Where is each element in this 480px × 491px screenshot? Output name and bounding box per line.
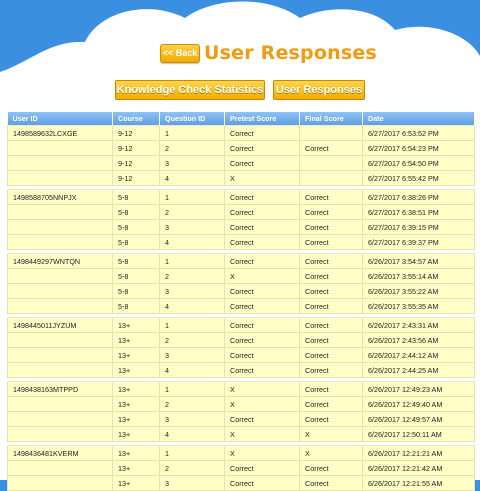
course-cell: 9-12 xyxy=(113,171,160,186)
course-cell: 5-8 xyxy=(113,299,160,314)
user-id-cell xyxy=(8,205,113,220)
course-cell: 9-12 xyxy=(113,126,160,141)
question-id-cell: 2 xyxy=(160,333,225,348)
user-id-cell xyxy=(8,363,113,378)
final-score-cell: Correct xyxy=(300,397,363,412)
question-id-cell: 4 xyxy=(160,427,225,442)
course-cell: 13+ xyxy=(113,348,160,363)
user-id-cell: 1498436481KVERM xyxy=(8,446,113,461)
pretest-score-cell: Correct xyxy=(225,284,300,299)
table-row xyxy=(8,461,475,476)
pretest-score-cell: Correct xyxy=(225,205,300,220)
date-cell: 6/27/2017 6:53:52 PM xyxy=(363,126,475,141)
user-id-cell xyxy=(8,397,113,412)
course-cell: 5-8 xyxy=(113,254,160,269)
course-cell: 5-8 xyxy=(113,235,160,250)
pretest-score-cell: Correct xyxy=(225,190,300,205)
question-id-cell: 3 xyxy=(160,412,225,427)
final-score-cell: Correct xyxy=(300,235,363,250)
pretest-score-cell: X xyxy=(225,269,300,284)
pretest-score-cell: X xyxy=(225,382,300,397)
course-cell: 13+ xyxy=(113,446,160,461)
table-header-row xyxy=(8,112,475,126)
table-row xyxy=(8,412,475,427)
question-id-cell: 4 xyxy=(160,235,225,250)
pretest-score-cell: Correct xyxy=(225,254,300,269)
final-score-cell: Correct xyxy=(300,461,363,476)
date-cell: 6/27/2017 6:38:26 PM xyxy=(363,190,475,205)
course-cell: 13+ xyxy=(113,397,160,412)
course-cell: 5-8 xyxy=(113,269,160,284)
table-body xyxy=(8,126,475,491)
pretest-score-cell: Correct xyxy=(225,333,300,348)
question-id-cell: 1 xyxy=(160,382,225,397)
date-cell: 6/26/2017 12:49:40 AM xyxy=(363,397,475,412)
date-cell: 6/26/2017 12:21:21 AM xyxy=(363,446,475,461)
date-cell: 6/26/2017 3:55:22 AM xyxy=(363,284,475,299)
question-id-cell: 1 xyxy=(160,446,225,461)
pretest-score-cell: X xyxy=(225,171,300,186)
column-header-final-score: Final Score xyxy=(300,112,363,126)
question-id-cell: 3 xyxy=(160,220,225,235)
user-id-cell xyxy=(8,412,113,427)
table-row xyxy=(8,446,475,461)
table-row xyxy=(8,397,475,412)
date-cell: 6/26/2017 12:50:11 AM xyxy=(363,427,475,442)
table-row xyxy=(8,363,475,378)
course-cell: 5-8 xyxy=(113,284,160,299)
final-score-cell: Correct xyxy=(300,269,363,284)
knowledge-check-statistics-button[interactable]: Knowledge Check Statistics xyxy=(115,80,265,100)
table-row xyxy=(8,299,475,314)
course-cell: 13+ xyxy=(113,363,160,378)
date-cell: 6/26/2017 12:49:23 AM xyxy=(363,382,475,397)
table-row xyxy=(8,333,475,348)
final-score-cell: Correct xyxy=(300,412,363,427)
column-header-course: Course xyxy=(113,112,160,126)
user-id-cell xyxy=(8,427,113,442)
pretest-score-cell: Correct xyxy=(225,348,300,363)
pretest-score-cell: X xyxy=(225,427,300,442)
pretest-score-cell: Correct xyxy=(225,476,300,491)
course-cell: 13+ xyxy=(113,412,160,427)
user-id-cell xyxy=(8,333,113,348)
date-cell: 6/26/2017 12:49:57 AM xyxy=(363,412,475,427)
pretest-score-cell: Correct xyxy=(225,235,300,250)
table-row xyxy=(8,156,475,171)
question-id-cell: 2 xyxy=(160,141,225,156)
pretest-score-cell: X xyxy=(225,446,300,461)
table-row xyxy=(8,476,475,491)
final-score-cell: X xyxy=(300,427,363,442)
date-cell: 6/26/2017 2:44:12 AM xyxy=(363,348,475,363)
table-row xyxy=(8,171,475,186)
table-row xyxy=(8,269,475,284)
user-id-cell xyxy=(8,476,113,491)
question-id-cell: 2 xyxy=(160,269,225,284)
final-score-cell: Correct xyxy=(300,382,363,397)
date-cell: 6/27/2017 6:39:15 PM xyxy=(363,220,475,235)
question-id-cell: 3 xyxy=(160,348,225,363)
final-score-cell: Correct xyxy=(300,299,363,314)
course-cell: 13+ xyxy=(113,318,160,333)
question-id-cell: 2 xyxy=(160,461,225,476)
user-id-cell xyxy=(8,171,113,186)
question-id-cell: 2 xyxy=(160,205,225,220)
pretest-score-cell: X xyxy=(225,397,300,412)
course-cell: 13+ xyxy=(113,427,160,442)
course-cell: 9-12 xyxy=(113,156,160,171)
table-row xyxy=(8,205,475,220)
date-cell: 6/26/2017 3:55:35 AM xyxy=(363,299,475,314)
date-cell: 6/26/2017 12:21:55 AM xyxy=(363,476,475,491)
table-row xyxy=(8,254,475,269)
column-header-user-id: User ID xyxy=(8,112,113,126)
user-id-cell: 1498589632LCXGE xyxy=(8,126,113,141)
table-row xyxy=(8,284,475,299)
table-row xyxy=(8,235,475,250)
responses-table xyxy=(7,112,475,491)
pretest-score-cell: Correct xyxy=(225,156,300,171)
final-score-cell: Correct xyxy=(300,141,363,156)
final-score-cell: Correct xyxy=(300,284,363,299)
question-id-cell: 4 xyxy=(160,363,225,378)
user-id-cell xyxy=(8,299,113,314)
course-cell: 13+ xyxy=(113,476,160,491)
course-cell: 13+ xyxy=(113,333,160,348)
final-score-cell: Correct xyxy=(300,220,363,235)
date-cell: 6/27/2017 6:38:51 PM xyxy=(363,205,475,220)
course-cell: 13+ xyxy=(113,382,160,397)
back-button[interactable]: << Back xyxy=(160,44,200,63)
course-cell: 13+ xyxy=(113,461,160,476)
responses-table-container[interactable] xyxy=(7,112,474,488)
course-cell: 5-8 xyxy=(113,190,160,205)
pretest-score-cell: Correct xyxy=(225,412,300,427)
page-header xyxy=(0,38,480,70)
user-responses-button[interactable]: User Responses xyxy=(273,80,365,100)
final-score-cell xyxy=(300,126,363,141)
date-cell: 6/26/2017 12:21:42 AM xyxy=(363,461,475,476)
user-id-cell xyxy=(8,156,113,171)
user-id-cell xyxy=(8,235,113,250)
date-cell: 6/27/2017 6:54:23 PM xyxy=(363,141,475,156)
question-id-cell: 4 xyxy=(160,171,225,186)
pretest-score-cell: Correct xyxy=(225,141,300,156)
user-id-cell xyxy=(8,220,113,235)
user-id-cell xyxy=(8,348,113,363)
question-id-cell: 4 xyxy=(160,299,225,314)
table-row xyxy=(8,126,475,141)
user-id-cell xyxy=(8,461,113,476)
date-cell: 6/27/2017 6:55:42 PM xyxy=(363,171,475,186)
date-cell: 6/27/2017 6:54:50 PM xyxy=(363,156,475,171)
column-header-pretest-score: Pretest Score xyxy=(225,112,300,126)
course-cell: 5-8 xyxy=(113,205,160,220)
date-cell: 6/26/2017 2:43:56 AM xyxy=(363,333,475,348)
course-cell: 5-8 xyxy=(113,220,160,235)
table-row xyxy=(8,220,475,235)
date-cell: 6/26/2017 3:54:57 AM xyxy=(363,254,475,269)
user-id-cell xyxy=(8,141,113,156)
question-id-cell: 1 xyxy=(160,254,225,269)
pretest-score-cell: Correct xyxy=(225,126,300,141)
table-row xyxy=(8,190,475,205)
page-title: User Responses xyxy=(204,42,377,64)
question-id-cell: 1 xyxy=(160,318,225,333)
date-cell: 6/26/2017 2:43:31 AM xyxy=(363,318,475,333)
date-cell: 6/26/2017 2:44:25 AM xyxy=(363,363,475,378)
final-score-cell: Correct xyxy=(300,318,363,333)
user-id-cell xyxy=(8,269,113,284)
user-id-cell xyxy=(8,284,113,299)
pretest-score-cell: Correct xyxy=(225,363,300,378)
final-score-cell: Correct xyxy=(300,254,363,269)
question-id-cell: 3 xyxy=(160,156,225,171)
user-id-cell: 1498449297WNTQN xyxy=(8,254,113,269)
question-id-cell: 1 xyxy=(160,126,225,141)
final-score-cell: Correct xyxy=(300,190,363,205)
final-score-cell: Correct xyxy=(300,333,363,348)
pretest-score-cell: Correct xyxy=(225,318,300,333)
final-score-cell: Correct xyxy=(300,348,363,363)
question-id-cell: 3 xyxy=(160,284,225,299)
column-header-question-id: Question ID xyxy=(160,112,225,126)
pretest-score-cell: Correct xyxy=(225,461,300,476)
pretest-score-cell: Correct xyxy=(225,299,300,314)
table-row xyxy=(8,427,475,442)
question-id-cell: 2 xyxy=(160,397,225,412)
course-cell: 9-12 xyxy=(113,141,160,156)
date-cell: 6/27/2017 6:39:37 PM xyxy=(363,235,475,250)
final-score-cell: Correct xyxy=(300,363,363,378)
table-row xyxy=(8,348,475,363)
final-score-cell xyxy=(300,156,363,171)
table-row xyxy=(8,318,475,333)
final-score-cell xyxy=(300,171,363,186)
pretest-score-cell: Correct xyxy=(225,220,300,235)
date-cell: 6/26/2017 3:55:14 AM xyxy=(363,269,475,284)
user-id-cell: 1498588705NNPJX xyxy=(8,190,113,205)
question-id-cell: 3 xyxy=(160,476,225,491)
column-header-date: Date xyxy=(363,112,475,126)
user-id-cell: 1498445011JYZUM xyxy=(8,318,113,333)
final-score-cell: X xyxy=(300,446,363,461)
final-score-cell: Correct xyxy=(300,205,363,220)
question-id-cell: 1 xyxy=(160,190,225,205)
table-row xyxy=(8,382,475,397)
user-id-cell: 1498438163MTPPD xyxy=(8,382,113,397)
final-score-cell: Correct xyxy=(300,476,363,491)
table-row xyxy=(8,141,475,156)
